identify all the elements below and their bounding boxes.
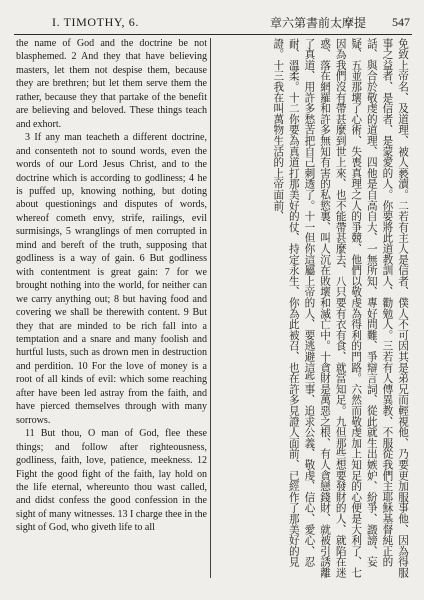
column-divider (210, 38, 211, 578)
english-paragraph: the name of God and the doctrine be not blasphemed. 2 And they that have believing masters, let them not despise them, because they are brethren; but let them serve them the rather, because they that partake of the benefit are believing and beloved. These things teach and exhort. (16, 38, 207, 130)
english-column (16, 37, 207, 535)
running-header (14, 12, 412, 35)
chinese-column (214, 38, 410, 578)
chinese-text: 免致上帝名、及道理、被人褻瀆。二若有主人是信者、僕人不可因其是弟兄而輕視他、乃要更加服事他、因為得服事之益者、是信者、是蒙愛的人。你要將此道教訓人、勸勉人。三若有人傳異教、不服從我們主耶穌基督純正的話、與合於敬虔的道理、四他是自高自大、一無所知、專好問難、爭辯言詞、從此就生出嫉妒、紛爭、譭謗、妄疑、五並那壞了心術、失喪真理之人的爭競、他們以敬虔為得利的門路。六然而敬虔加上知足的心便是大利了、七因為我們沒有帶甚麼到世上來、也不能帶甚麼去、八只要有衣有食、就當知足。九但那些想要發財的人、就陷在迷惑、落在網羅和許多無知有害的私慾裏、叫人沉在敗壞和滅亡中。十貪財是萬惡之根、有人貪戀錢財、就被引誘離了真道、用許多愁苦把自己刺透了。十一但你這屬上帝的人、要逃避這些事、追求公義、敬虔、信心、愛心、忍耐、溫柔。十二你要為真道打那美好的仗、持定永生、你為此被召、也在許多見證人面前、已經作了那美好的見證。十三我在叫萬物生活的上帝面前、 (272, 38, 409, 578)
header-book-title: I. TIMOTHY, 6. (52, 15, 139, 29)
english-paragraph: 3 If any man teacheth a different doctrine, and consenteth not to sound words, even the words of our Lord Jesus Christ, and to the doctrine which is according to godliness; 4 he is puffed up, knowing nothing, but doting about questionings and disputes of words, whereof cometh envy, strife, railings, evil surmisings, 5 wranglings of men corrupted in mind and bereft of the truth, supposing that godliness is a way of gain. 6 But godliness with contentment is great gain: 7 for we brought nothing into the world, for neither can we carry anything out; 8 but having food and covering we shall be therewith content. 9 But they that are minded to be rich fall into a temptation and a snare and many foolish and hurtful lusts, such as drown men in destruction and perdition. 10 For the love of money is a root of all kinds of evil: which some reaching after have been led astray from the faith, and have pierced themselves through with many sorrows. (16, 132, 207, 426)
page-number: 547 (392, 15, 410, 29)
english-paragraph: 11 But thou, O man of God, flee these things; and follow after righteousness, godliness, faith, love, patience, meekness. 12 Fight the good fight of the faith, lay hold on the life eternal, whereunto thou wast called, and didst confess the good confession in the sight of many witnesses. 13 I charge thee in the sight of God, who giveth life to all (16, 428, 207, 534)
header-chinese-title: 章六第書前太摩提 (270, 16, 367, 30)
